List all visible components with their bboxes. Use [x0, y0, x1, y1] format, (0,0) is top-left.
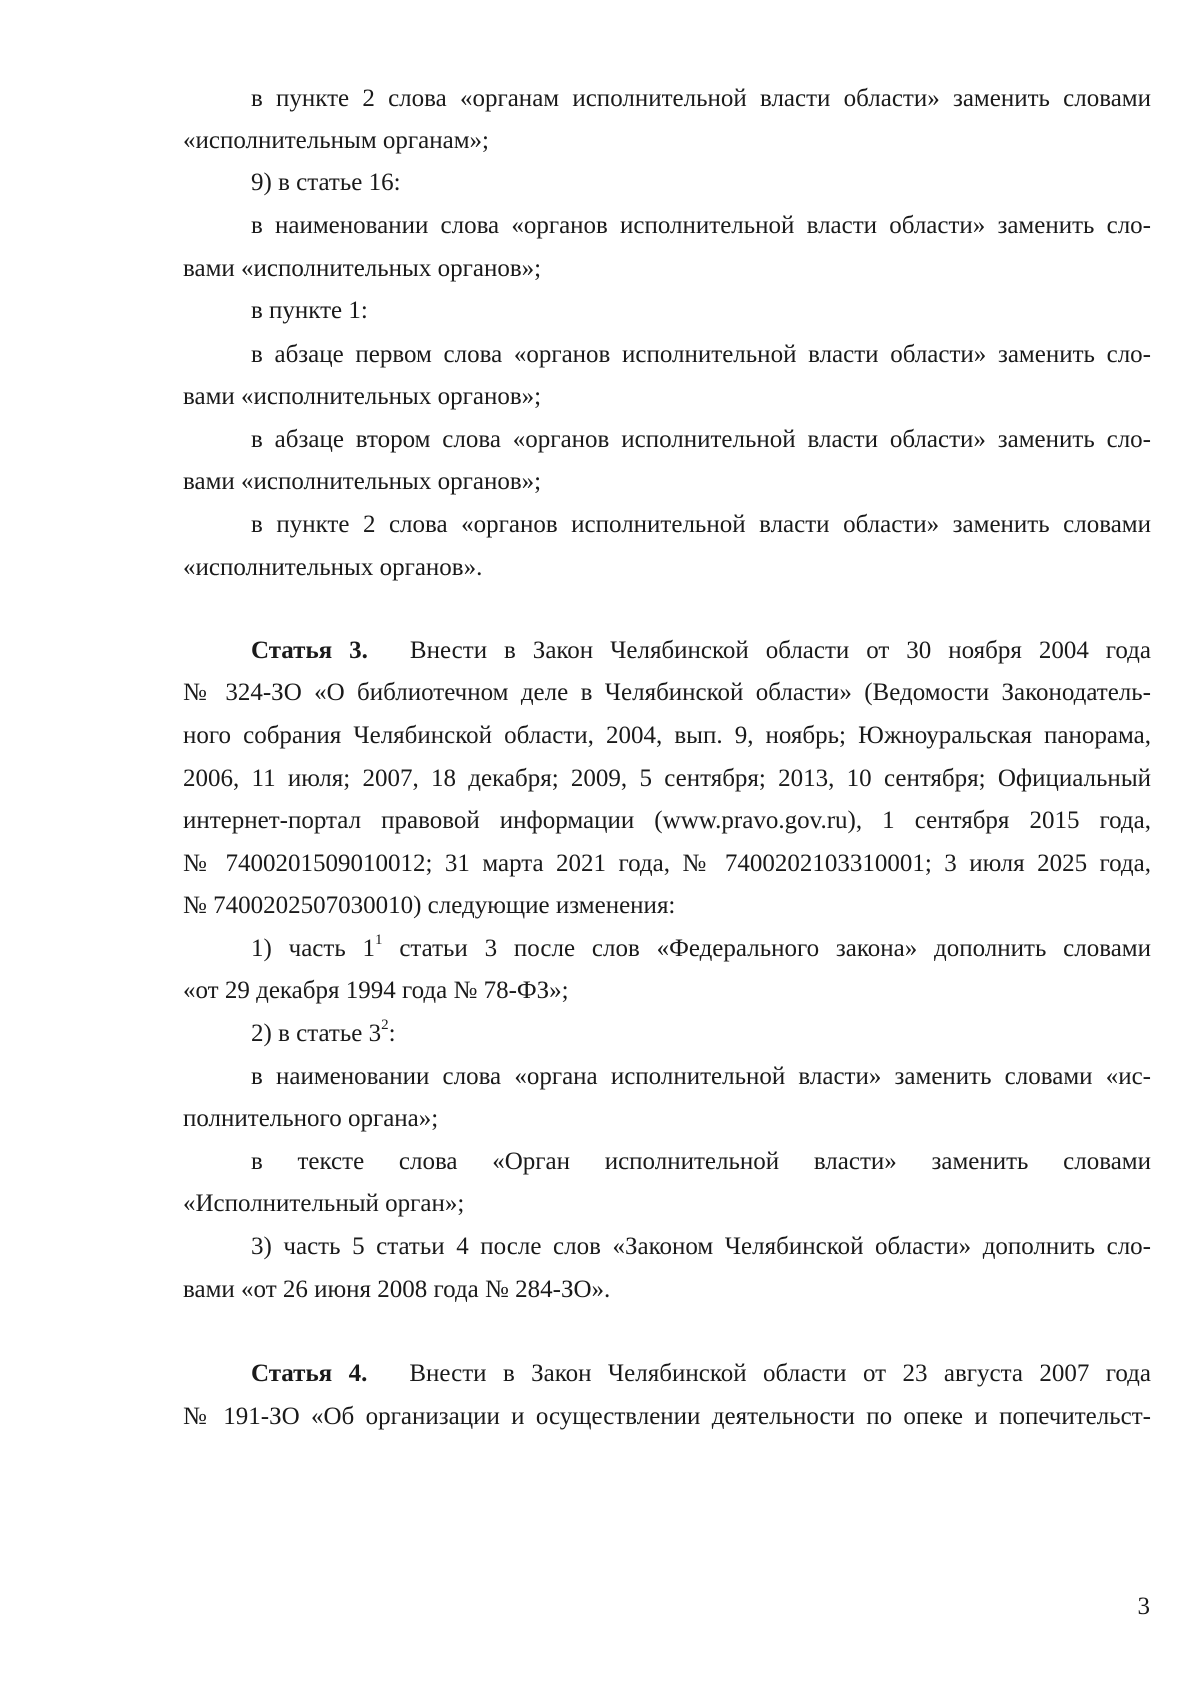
text-line: в наименовании слова «органа исполнительной власти» заменить словами «ис- [251, 1063, 1151, 1090]
text-line: вами «исполнительных органов»; [183, 255, 542, 282]
text-line: № 7400201509010012; 31 марта 2021 года, № 7400202103310001; 3 июля 2025 года, [183, 850, 1151, 877]
text-line: 3) часть 5 статьи 4 после слов «Законом Челябинской области» дополнить сло- [251, 1233, 1151, 1260]
text-line: «Исполнительный орган»; [183, 1190, 465, 1217]
text-line [251, 932, 1151, 966]
text-line: в пункте 2 слова «органов исполнительной власти области» заменить словами [251, 511, 1151, 538]
text-line [251, 1017, 1151, 1051]
text-line: вами «исполнительных органов»; [183, 383, 542, 410]
text-span: Внести в Закон Челябинской области от 23 августа 2007 года [409, 1360, 1151, 1387]
text-line: в абзаце первом слова «органов исполнительной власти области» заменить сло- [251, 341, 1151, 368]
text-line: в тексте слова «Орган исполнительной власти» заменить словами [251, 1148, 1151, 1175]
text-line: в наименовании слова «органов исполнительной власти области» заменить сло- [251, 212, 1151, 239]
text-line: вами «исполнительных органов»; [183, 468, 542, 495]
text-line: 2006, 11 июля; 2007, 18 декабря; 2009, 5 сентября; 2013, 10 сентября; Официальный [183, 765, 1151, 792]
text-line: в пункте 1: [251, 297, 368, 324]
text-line: «от 29 декабря 1994 года № 78-ФЗ»; [183, 977, 569, 1004]
article-3-heading-line [251, 634, 1151, 668]
text-span: Внести в Закон Челябинской области от 30 ноября 2004 года [409, 637, 1151, 664]
page-number: 3 [1137, 1593, 1150, 1620]
text-span: : [388, 1020, 396, 1047]
text-span: 1) часть 1 [251, 935, 376, 962]
text-line: интернет-портал правовой информации (www.pravo.gov.ru), 1 сентября 2015 года, [183, 807, 1151, 834]
text-line: «исполнительным органам»; [183, 127, 489, 154]
text-line: 9) в статье 16: [251, 169, 401, 196]
text-line: № 7400202507030010) следующие изменения: [183, 892, 676, 919]
article-4-heading-line [251, 1357, 1151, 1391]
text-line: вами «от 26 июня 2008 года № 284-ЗО». [183, 1276, 611, 1303]
text-line: в пункте 2 слова «органам исполнительной власти области» заменить словами [251, 85, 1151, 112]
superscript: 2 [381, 1016, 389, 1033]
text-span: 2) в статье 3 [251, 1020, 382, 1047]
text-line: ного собрания Челябинской области, 2004, вып. 9, ноябрь; Южноуральская панорама, [183, 722, 1151, 749]
text-line: в абзаце втором слова «органов исполнительной власти области» заменить сло- [251, 426, 1151, 453]
text-line: «исполнительных органов». [183, 554, 483, 581]
text-span: статьи 3 после слов «Федерального закона» дополнить словами [382, 935, 1152, 962]
text-line: полнительного органа»; [183, 1105, 439, 1132]
text-line: № 324-ЗО «О библиотечном деле в Челябинской области» (Ведомости Законодатель- [183, 679, 1151, 706]
text-line: № 191-ЗО «Об организации и осуществлении деятельности по опеке и попечительст- [183, 1403, 1151, 1430]
article-3-label-bold: Статья 3. [251, 637, 368, 664]
superscript: 1 [375, 931, 383, 948]
article-4-label: Статья 4. [251, 1360, 368, 1387]
